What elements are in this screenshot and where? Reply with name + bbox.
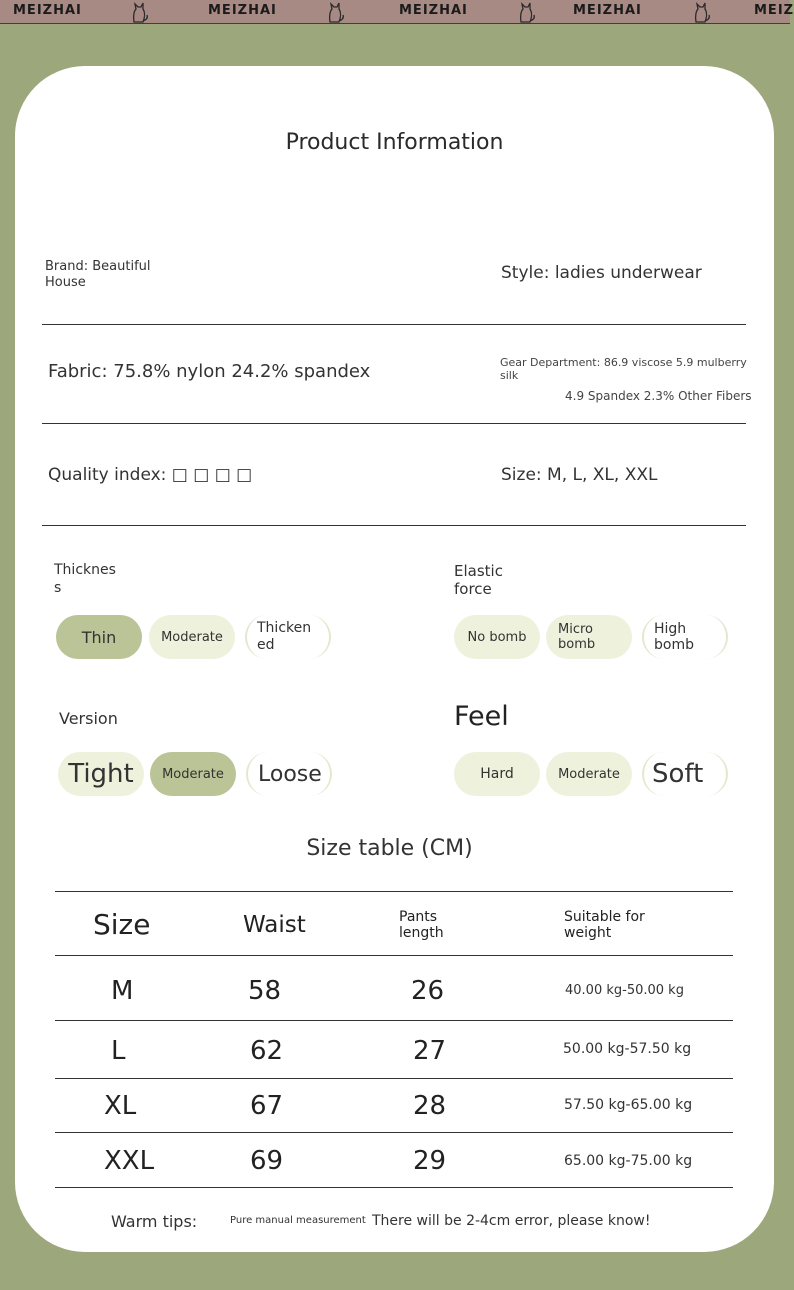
gear-info-line1: Gear Department: 86.9 viscose 5.9 mulberry silk [500,356,747,382]
feel-option-soft[interactable]: Soft [642,752,728,796]
header-waist: Waist [243,912,306,938]
fabric-info: Fabric: 75.8% nylon 24.2% spandex [48,361,371,382]
row-l-length: 27 [413,1036,447,1066]
gear-info-line2: 4.9 Spandex 2.3% Other Fibers [565,389,752,403]
warm-tips-label: Warm tips: [111,1212,198,1231]
row-xl-waist: 67 [250,1091,284,1121]
row-m-length: 26 [411,976,445,1006]
table-rule [55,891,733,892]
cat-icon [324,1,346,23]
feel-option-hard[interactable]: Hard [454,752,540,796]
table-rule [55,1187,733,1188]
measurement-note: Pure manual measurement [230,1215,366,1226]
row-m-weight: 40.00 kg-50.00 kg [565,983,684,998]
thickness-option-thickened[interactable]: Thickened [245,615,331,659]
row-xl-weight: 57.50 kg-65.00 kg [564,1097,693,1113]
cat-icon [690,1,712,23]
row-xxl-weight: 65.00 kg-75.00 kg [564,1153,693,1169]
style-info: Style: ladies underwear [501,263,702,283]
size-info: Size: M, L, XL, XXL [501,465,658,485]
brand-banner [0,0,794,24]
brand-label: MEIZHAI [13,3,82,18]
thickness-option-thin[interactable]: Thin [56,615,142,659]
version-option-moderate[interactable]: Moderate [150,752,236,796]
cat-icon [128,1,150,23]
table-rule [55,1132,733,1133]
row-xxl-length: 29 [413,1146,447,1176]
row-m-size: M [111,976,134,1006]
divider [42,324,746,325]
row-xl-length: 28 [413,1091,447,1121]
cat-icon [515,1,537,23]
header-size: Size [93,908,151,941]
row-l-size: L [111,1036,126,1066]
elastic-label: Elastic force [454,562,503,598]
version-label: Version [59,709,118,728]
elastic-option-high-bomb[interactable]: High bomb [642,615,728,659]
table-rule [55,1078,733,1079]
product-card [15,66,774,1252]
brand-label: MEIZHAI [208,3,277,18]
elastic-option-micro-bomb[interactable]: Micro bomb [546,615,632,659]
brand-label: MEIZHAI [573,3,642,18]
row-xxl-size: XXL [104,1146,155,1176]
feel-label: Feel [454,701,509,732]
brand-label-cut: MEIZ [754,3,794,18]
row-m-waist: 58 [248,976,282,1006]
row-l-weight: 50.00 kg-57.50 kg [563,1041,692,1057]
table-rule [55,1020,733,1021]
brand-info: Brand: Beautiful House [45,259,151,290]
product-info-title: Product Information [285,130,504,155]
row-l-waist: 62 [250,1036,284,1066]
elastic-option-no-bomb[interactable]: No bomb [454,615,540,659]
header-pants-length: Pants length [399,909,444,941]
size-table-title: Size table (CM) [306,836,473,861]
thickness-option-moderate[interactable]: Moderate [149,615,235,659]
version-option-loose[interactable]: Loose [246,752,332,796]
header-weight: Suitable for weight [564,909,645,941]
feel-option-moderate[interactable]: Moderate [546,752,632,796]
table-rule [55,955,733,956]
row-xxl-waist: 69 [250,1146,284,1176]
brand-label: MEIZHAI [399,3,468,18]
divider [42,525,746,526]
row-xl-size: XL [104,1091,137,1121]
version-option-tight[interactable]: Tight [58,752,144,796]
divider [42,423,746,424]
error-note: There will be 2-4cm error, please know! [372,1213,651,1229]
quality-info: Quality index: □ □ □ □ [48,465,253,485]
thickness-label: Thickness [54,562,116,596]
